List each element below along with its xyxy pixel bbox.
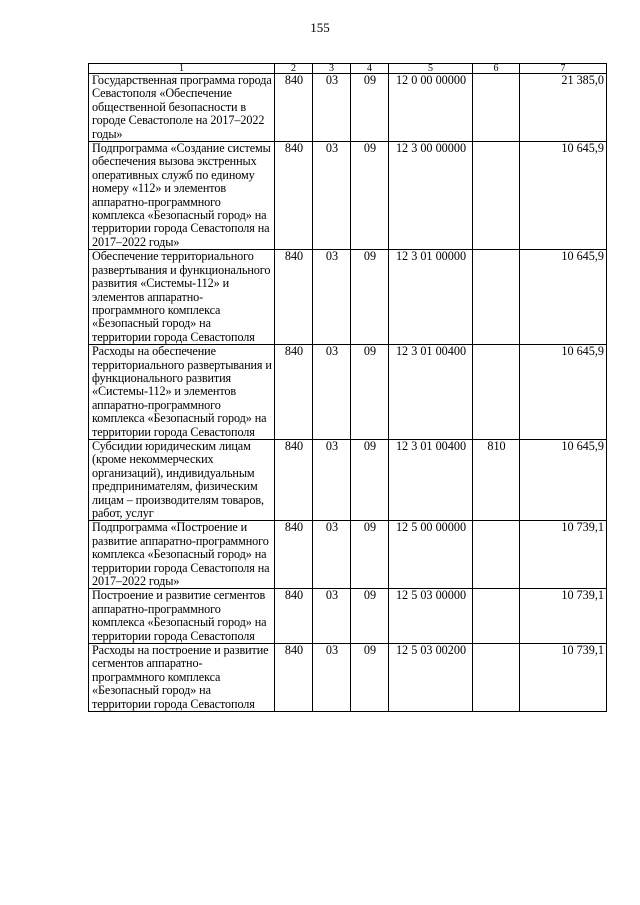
target-article-code: 12 3 00 00000 [389, 142, 473, 250]
amount: 10 645,9 [520, 250, 607, 345]
amount: 10 739,1 [520, 589, 607, 644]
item-name: Подпрограмма «Построение и развитие аппаратно-программного комплекса «Безопасный город» на территории города Севастополя на 2017–2022 годы» [89, 521, 275, 589]
table-row [89, 345, 607, 440]
ministry-code: 840 [275, 74, 313, 142]
expense-type-code [473, 345, 520, 440]
item-name: Обеспечение территориального развертывания и функционального развития «Системы-112» и элементов аппаратно-программного комплекса «Безопасный город» на территории города Севастополя [89, 250, 275, 345]
page-number: 155 [310, 20, 330, 35]
subsection-code: 09 [351, 250, 389, 345]
item-name: Субсидии юридическим лицам (кроме некоммерческих организаций), индивидуальным предпринимателям, физическим лицам – производителям товаров, работ, услуг [89, 439, 275, 520]
ministry-code: 840 [275, 345, 313, 440]
item-name: Государственная программа города Севастополя «Обеспечение общественной безопасности в городе Севастополе на 2017–2022 годы» [89, 74, 275, 142]
table-row [89, 589, 607, 644]
table-row [89, 644, 607, 712]
subsection-code: 09 [351, 142, 389, 250]
column-header: 5 [389, 64, 473, 74]
ministry-code: 840 [275, 439, 313, 520]
section-code: 03 [313, 644, 351, 712]
item-name: Расходы на обеспечение территориального развертывания и функционального развития «Системы-112» и элементов аппаратно-программного комплекса «Безопасный город» на территории города Севастополя [89, 345, 275, 440]
section-code: 03 [313, 521, 351, 589]
target-article-code: 12 5 03 00200 [389, 644, 473, 712]
budget-table [88, 63, 607, 712]
column-header: 2 [275, 64, 313, 74]
column-header: 4 [351, 64, 389, 74]
item-name: Подпрограмма «Создание системы обеспечения вызова экстренных оперативных служб по единому номеру «112» и элементов аппаратно-программного комплекса «Безопасный город» на территории города Севастополя на 2017–2022 годы» [89, 142, 275, 250]
table-row [89, 521, 607, 589]
section-code: 03 [313, 142, 351, 250]
amount: 10 739,1 [520, 521, 607, 589]
header-row [89, 64, 607, 74]
subsection-code: 09 [351, 439, 389, 520]
section-code: 03 [313, 589, 351, 644]
expense-type-code [473, 250, 520, 345]
subsection-code: 09 [351, 345, 389, 440]
table-row [89, 250, 607, 345]
target-article-code: 12 3 01 00400 [389, 345, 473, 440]
expense-type-code [473, 74, 520, 142]
column-header: 1 [89, 64, 275, 74]
expense-type-code: 810 [473, 439, 520, 520]
expense-type-code [473, 142, 520, 250]
target-article-code: 12 3 01 00400 [389, 439, 473, 520]
item-name: Расходы на построение и развитие сегментов аппаратно-программного комплекса «Безопасный город» на территории города Севастополя [89, 644, 275, 712]
table-row [89, 74, 607, 142]
section-code: 03 [313, 345, 351, 440]
ministry-code: 840 [275, 521, 313, 589]
amount: 10 645,9 [520, 345, 607, 440]
amount: 21 385,0 [520, 74, 607, 142]
amount: 10 739,1 [520, 644, 607, 712]
ministry-code: 840 [275, 589, 313, 644]
section-code: 03 [313, 74, 351, 142]
subsection-code: 09 [351, 521, 389, 589]
table-row [89, 439, 607, 520]
ministry-code: 840 [275, 142, 313, 250]
amount: 10 645,9 [520, 142, 607, 250]
target-article-code: 12 3 01 00000 [389, 250, 473, 345]
expense-type-code [473, 644, 520, 712]
ministry-code: 840 [275, 250, 313, 345]
section-code: 03 [313, 439, 351, 520]
column-header: 3 [313, 64, 351, 74]
expense-type-code [473, 589, 520, 644]
ministry-code: 840 [275, 644, 313, 712]
table-row [89, 142, 607, 250]
subsection-code: 09 [351, 74, 389, 142]
item-name: Построение и развитие сегментов аппаратно-программного комплекса «Безопасный город» на территории города Севастополя [89, 589, 275, 644]
amount: 10 645,9 [520, 439, 607, 520]
subsection-code: 09 [351, 644, 389, 712]
target-article-code: 12 5 00 00000 [389, 521, 473, 589]
expense-type-code [473, 521, 520, 589]
subsection-code: 09 [351, 589, 389, 644]
target-article-code: 12 5 03 00000 [389, 589, 473, 644]
column-header: 7 [520, 64, 607, 74]
section-code: 03 [313, 250, 351, 345]
target-article-code: 12 0 00 00000 [389, 74, 473, 142]
column-header: 6 [473, 64, 520, 74]
